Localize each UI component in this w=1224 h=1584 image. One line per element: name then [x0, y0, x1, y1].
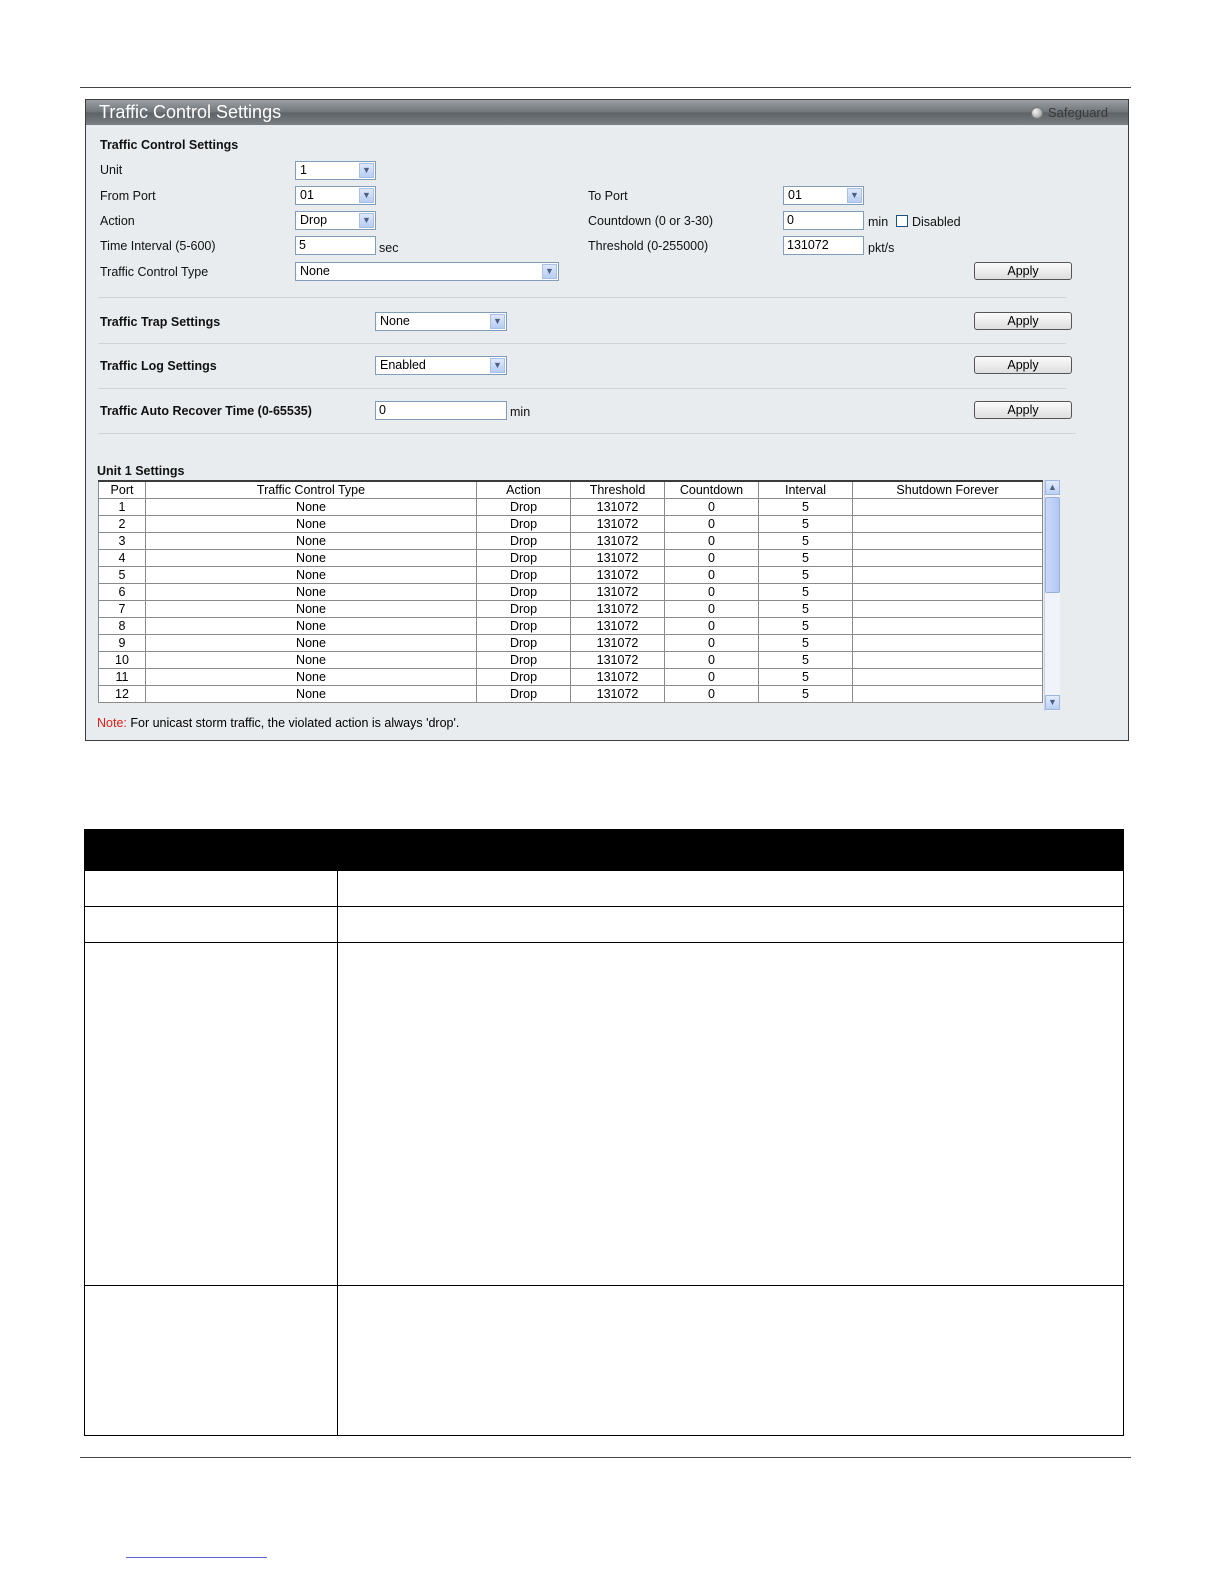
- table-cell: 5: [759, 533, 853, 550]
- column-header: Countdown: [665, 481, 759, 499]
- table-cell: None: [146, 499, 477, 516]
- table-cell: None: [146, 567, 477, 584]
- table-cell: 5: [759, 686, 853, 703]
- auto-recover-apply-button[interactable]: Apply: [974, 401, 1072, 419]
- time-interval-input[interactable]: 5: [295, 236, 376, 255]
- auto-recover-unit: min: [510, 405, 531, 419]
- footer-link-underline[interactable]: [126, 1557, 267, 1558]
- table-cell: 5: [759, 618, 853, 635]
- log-apply-button[interactable]: Apply: [974, 356, 1072, 374]
- table-cell: Drop: [477, 550, 571, 567]
- to-port-label: To Port: [588, 189, 628, 203]
- table-cell: 5: [759, 669, 853, 686]
- table-row: [99, 584, 1043, 601]
- table-cell: Drop: [477, 686, 571, 703]
- table-cell: 0: [665, 533, 759, 550]
- table-cell: 7: [99, 601, 146, 618]
- scrollbar-thumb[interactable]: [1045, 497, 1060, 593]
- table-cell: 131072: [571, 550, 665, 567]
- table-cell: 0: [665, 584, 759, 601]
- table-cell: 0: [665, 601, 759, 618]
- table-cell: None: [146, 669, 477, 686]
- log-select-value: Enabled: [380, 358, 426, 372]
- column-header: Port: [99, 481, 146, 499]
- table-cell: 12: [99, 686, 146, 703]
- table-cell: Drop: [477, 601, 571, 618]
- table-cell: None: [146, 533, 477, 550]
- footnote: [97, 716, 459, 730]
- table-row: [99, 601, 1043, 618]
- table-row: [99, 533, 1043, 550]
- chevron-down-icon: ▼: [490, 314, 505, 329]
- action-select-value: Drop: [300, 213, 328, 227]
- table-cell: 11: [99, 669, 146, 686]
- table-cell: 0: [665, 567, 759, 584]
- table-cell: 0: [665, 669, 759, 686]
- table-cell: Drop: [477, 516, 571, 533]
- table-cell: Drop: [477, 499, 571, 516]
- table-cell: 0: [665, 635, 759, 652]
- column-header: Shutdown Forever: [853, 481, 1043, 499]
- settings-section-title: Traffic Control Settings: [100, 138, 239, 152]
- table-cell: [853, 516, 1043, 533]
- table-row: [99, 669, 1043, 686]
- table-cell: [853, 601, 1043, 618]
- table-cell: None: [146, 550, 477, 567]
- from-port-select-value: 01: [300, 188, 314, 202]
- table-cell: 10: [99, 652, 146, 669]
- table-cell: Drop: [477, 618, 571, 635]
- table-cell: 6: [99, 584, 146, 601]
- unit-settings-title: Unit 1 Settings: [97, 464, 185, 478]
- unit-select-value: 1: [300, 163, 307, 177]
- page-bottom-rule: [80, 1457, 1131, 1458]
- traffic-control-type-label: Traffic Control Type: [100, 265, 209, 279]
- table-scrollbar[interactable]: [1044, 480, 1060, 711]
- column-header: Interval: [759, 481, 853, 499]
- table-cell: 131072: [571, 635, 665, 652]
- table-cell: Drop: [477, 669, 571, 686]
- table-cell: 0: [665, 550, 759, 567]
- chevron-down-icon: ▼: [542, 264, 557, 279]
- trap-apply-button[interactable]: Apply: [974, 312, 1072, 330]
- table-cell: 2: [99, 516, 146, 533]
- table-cell: 131072: [571, 601, 665, 618]
- table-cell: Drop: [477, 635, 571, 652]
- from-port-label: From Port: [100, 189, 156, 203]
- disabled-label: Disabled: [912, 215, 961, 229]
- table-cell: 0: [665, 618, 759, 635]
- traffic-control-panel: [85, 99, 1129, 741]
- parameter-row: [84, 943, 1124, 1286]
- table-row: [99, 550, 1043, 567]
- table-cell: Drop: [477, 533, 571, 550]
- table-cell: [853, 652, 1043, 669]
- table-cell: [853, 533, 1043, 550]
- table-cell: 1: [99, 499, 146, 516]
- table-cell: None: [146, 516, 477, 533]
- table-cell: [853, 584, 1043, 601]
- traffic-control-type-value: None: [300, 264, 330, 278]
- to-port-select-value: 01: [788, 188, 802, 202]
- trap-select-value: None: [380, 314, 410, 328]
- table-cell: None: [146, 618, 477, 635]
- table-cell: 131072: [571, 618, 665, 635]
- table-cell: 0: [665, 652, 759, 669]
- countdown-label: Countdown (0 or 3-30): [588, 214, 714, 228]
- parameter-table: [84, 829, 1124, 1436]
- parameter-table-header: [84, 829, 1124, 871]
- table-cell: [853, 635, 1043, 652]
- table-row: [99, 635, 1043, 652]
- table-cell: 131072: [571, 686, 665, 703]
- table-cell: 131072: [571, 584, 665, 601]
- chevron-down-icon: ▼: [359, 213, 374, 228]
- countdown-input[interactable]: 0: [783, 211, 864, 230]
- table-cell: Drop: [477, 652, 571, 669]
- scroll-up-button[interactable]: ▲: [1045, 480, 1060, 495]
- threshold-label: Threshold (0-255000): [588, 239, 709, 253]
- table-row: [99, 652, 1043, 669]
- table-cell: 5: [759, 550, 853, 567]
- threshold-unit: pkt/s: [868, 241, 895, 255]
- threshold-input[interactable]: 131072: [783, 236, 864, 255]
- table-row: [99, 516, 1043, 533]
- panel-title: Traffic Control Settings: [99, 102, 282, 122]
- trap-settings-label: Traffic Trap Settings: [100, 315, 221, 329]
- table-cell: 0: [665, 516, 759, 533]
- chevron-down-icon: ▼: [359, 188, 374, 203]
- table-cell: 131072: [571, 652, 665, 669]
- auto-recover-input[interactable]: 0: [375, 401, 507, 420]
- table-cell: 5: [759, 584, 853, 601]
- table-cell: 5: [99, 567, 146, 584]
- table-cell: None: [146, 686, 477, 703]
- parameter-row: [84, 907, 1124, 943]
- table-cell: [853, 669, 1043, 686]
- table-cell: 5: [759, 635, 853, 652]
- auto-recover-label: Traffic Auto Recover Time (0-65535): [100, 404, 312, 418]
- table-cell: [853, 550, 1043, 567]
- log-settings-label: Traffic Log Settings: [100, 359, 217, 373]
- table-cell: Drop: [477, 567, 571, 584]
- table-cell: 131072: [571, 669, 665, 686]
- action-label: Action: [100, 214, 135, 228]
- table-viewport: [86, 100, 1128, 712]
- table-cell: [853, 499, 1043, 516]
- parameter-row: [84, 871, 1124, 907]
- table-cell: 8: [99, 618, 146, 635]
- settings-apply-button[interactable]: Apply: [974, 262, 1072, 280]
- note-text: For unicast storm traffic, the violated action is always 'drop'.: [126, 716, 460, 730]
- table-cell: None: [146, 601, 477, 618]
- table-cell: 131072: [571, 516, 665, 533]
- table-cell: 5: [759, 567, 853, 584]
- scroll-down-button[interactable]: ▼: [1045, 695, 1060, 710]
- table-cell: None: [146, 652, 477, 669]
- table-cell: 131072: [571, 533, 665, 550]
- unit-label: Unit: [100, 163, 123, 177]
- countdown-unit: min: [868, 215, 889, 229]
- time-interval-label: Time Interval (5-600): [100, 239, 216, 253]
- table-cell: 5: [759, 499, 853, 516]
- chevron-down-icon: ▼: [847, 188, 862, 203]
- table-cell: 4: [99, 550, 146, 567]
- column-header: Traffic Control Type: [146, 481, 477, 499]
- chevron-down-icon: ▼: [490, 358, 505, 373]
- table-cell: None: [146, 584, 477, 601]
- parameter-row: [84, 1286, 1124, 1436]
- table-cell: Drop: [477, 584, 571, 601]
- table-cell: 5: [759, 516, 853, 533]
- column-header: Threshold: [571, 481, 665, 499]
- table-cell: 5: [759, 652, 853, 669]
- table-cell: 131072: [571, 567, 665, 584]
- table-row: [99, 499, 1043, 516]
- table-row: [99, 686, 1043, 703]
- table-row: [99, 618, 1043, 635]
- table-cell: [853, 567, 1043, 584]
- time-interval-unit: sec: [379, 241, 399, 255]
- safeguard-label: Safeguard: [1048, 105, 1108, 120]
- column-header: Action: [477, 481, 571, 499]
- table-row: [99, 567, 1043, 584]
- page-top-rule: [80, 87, 1131, 88]
- table-cell: 0: [665, 499, 759, 516]
- table-cell: 0: [665, 686, 759, 703]
- table-cell: None: [146, 635, 477, 652]
- table-cell: [853, 686, 1043, 703]
- note-label: Note:: [97, 716, 127, 730]
- table-cell: [853, 618, 1043, 635]
- chevron-down-icon: ▼: [359, 163, 374, 178]
- unit-settings-table: [98, 480, 1043, 703]
- table-cell: 5: [759, 601, 853, 618]
- table-cell: 131072: [571, 499, 665, 516]
- table-cell: 9: [99, 635, 146, 652]
- table-cell: 3: [99, 533, 146, 550]
